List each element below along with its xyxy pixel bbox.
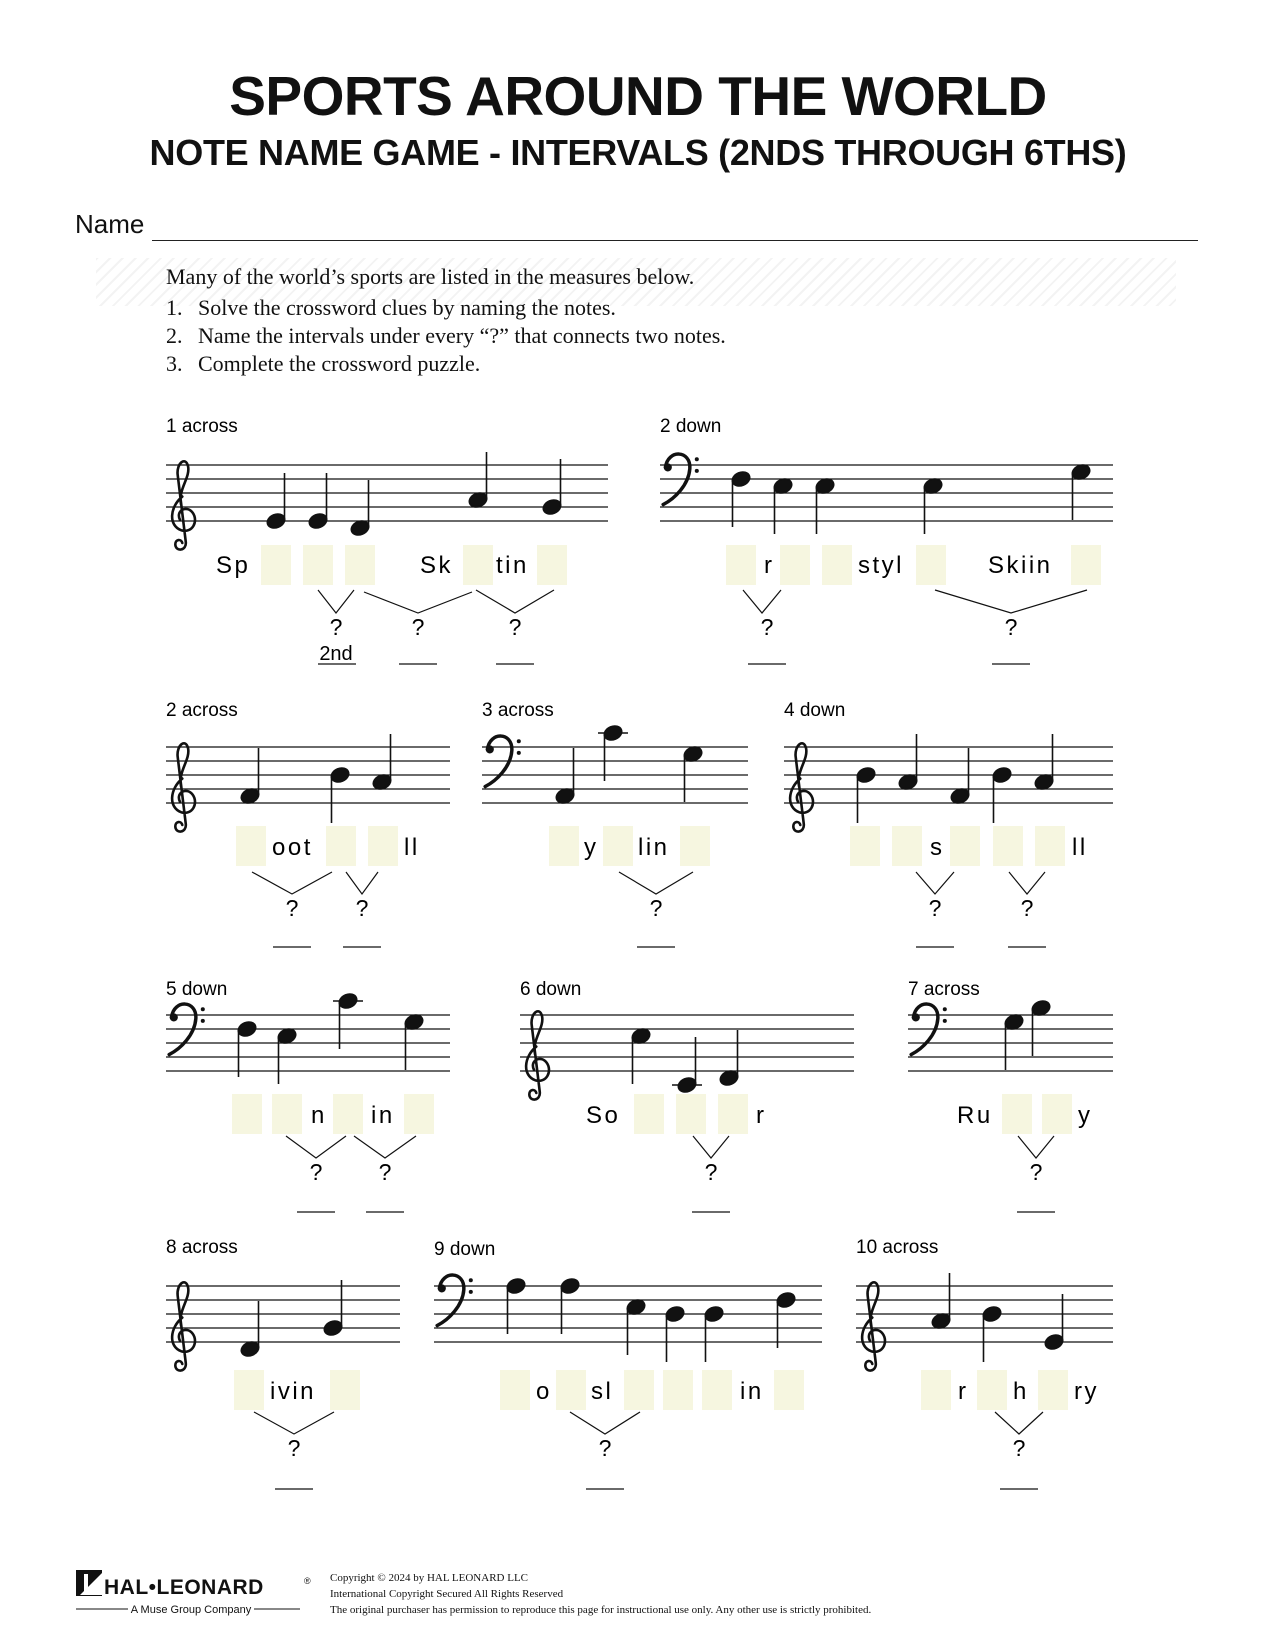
- word-fragment: h: [1013, 1378, 1029, 1405]
- letter-box[interactable]: [1002, 1094, 1032, 1134]
- instruction-step-1: 1. Solve the crossword clues by naming the notes.: [166, 295, 616, 320]
- interval-question: ?: [1004, 614, 1018, 640]
- interval-connectors: [1018, 1136, 1054, 1158]
- letter-box[interactable]: [892, 826, 922, 866]
- interval-question: ?: [1012, 1435, 1026, 1461]
- letter-box[interactable]: [726, 545, 756, 585]
- letter-box[interactable]: [603, 826, 633, 866]
- interval-question: ?: [355, 895, 369, 921]
- clue-label: 2 across: [166, 700, 238, 721]
- clue-7-across: [908, 979, 1113, 1212]
- hal-leonard-logo: [76, 1568, 316, 1624]
- clue-label: 10 across: [856, 1237, 939, 1258]
- notes: [630, 1027, 740, 1095]
- word-fragment: Skiin: [988, 552, 1053, 579]
- letter-box[interactable]: [676, 1094, 706, 1134]
- letter-box[interactable]: [1035, 826, 1065, 866]
- interval-question: ?: [285, 895, 299, 921]
- name-label: Name: [75, 209, 145, 239]
- interval-connectors: [916, 872, 1045, 894]
- clue-8-across: [166, 1237, 400, 1489]
- letter-box[interactable]: [1042, 1094, 1072, 1134]
- interval-connectors: [619, 872, 693, 894]
- word-fragment: sl: [591, 1378, 614, 1405]
- treble-clef-icon: [790, 743, 813, 831]
- interval-question: ?: [928, 895, 942, 921]
- notes: [1003, 999, 1052, 1070]
- letter-box[interactable]: [624, 1370, 654, 1410]
- word-fragment: lin: [638, 834, 670, 861]
- clue-3-across: [482, 700, 748, 947]
- interval-answer: 2nd: [319, 643, 353, 665]
- logo-wordmark: HAL•LEONARD: [104, 1576, 264, 1599]
- clue-label: 3 across: [482, 700, 554, 721]
- letter-box[interactable]: [500, 1370, 530, 1410]
- clue-label: 1 across: [166, 416, 238, 437]
- page-title: SPORTS AROUND THE WORLD: [229, 65, 1047, 127]
- staff: [166, 465, 608, 521]
- word-fragment: Sp: [216, 552, 251, 579]
- letter-box[interactable]: [556, 1370, 586, 1410]
- clue-6-down: [520, 979, 854, 1212]
- letter-box[interactable]: [634, 1094, 664, 1134]
- interval-connectors: [254, 1412, 334, 1434]
- letter-box[interactable]: [977, 1370, 1007, 1410]
- letter-box[interactable]: [232, 1094, 262, 1134]
- letter-box[interactable]: [345, 545, 375, 585]
- word-fragment: ivin: [270, 1378, 317, 1405]
- letter-box[interactable]: [680, 826, 710, 866]
- letter-box[interactable]: [404, 1094, 434, 1134]
- word-fragment: in: [371, 1102, 395, 1129]
- logo-subtitle: A Muse Group Company: [130, 1604, 252, 1616]
- staff: [660, 465, 1113, 521]
- clue-9-down: [434, 1239, 822, 1489]
- letter-box[interactable]: [921, 1370, 951, 1410]
- word-fragment: in: [740, 1378, 764, 1405]
- interval-connectors: [693, 1136, 729, 1158]
- word-fragment: s: [930, 834, 945, 861]
- word-fragment: r: [764, 552, 775, 579]
- word-fragment: Ru: [957, 1102, 993, 1129]
- notes: [236, 992, 425, 1084]
- word-fragment: So: [586, 1102, 621, 1129]
- copyright-line: The original purchaser has permission to reproduce this page for instructional use only. Any other use is strictly prohibited.: [330, 1604, 872, 1616]
- word-fragment: ll: [404, 834, 420, 861]
- interval-connectors: [570, 1412, 640, 1434]
- clue-label: 8 across: [166, 1237, 238, 1258]
- staff: [520, 1015, 854, 1071]
- letter-box[interactable]: [272, 1094, 302, 1134]
- staff: [166, 747, 450, 803]
- letter-box[interactable]: [537, 545, 567, 585]
- clue-4-down: [784, 700, 1113, 947]
- word-fragment: y: [1078, 1102, 1093, 1129]
- interval-question: ?: [287, 1435, 301, 1461]
- word-fragment: tin: [496, 552, 529, 579]
- treble-clef-icon: [526, 1011, 549, 1099]
- word-fragment: o: [536, 1378, 552, 1405]
- notes: [730, 463, 1092, 534]
- letter-box[interactable]: [916, 545, 946, 585]
- staff: [166, 1286, 400, 1342]
- word-fragment: n: [311, 1102, 327, 1129]
- staff: [784, 747, 1113, 803]
- letter-box[interactable]: [950, 826, 980, 866]
- clue-label: 5 down: [166, 979, 228, 1000]
- interval-question: ?: [598, 1435, 612, 1461]
- clue-2-across: [166, 700, 450, 947]
- notes: [554, 724, 704, 806]
- interval-question: ?: [309, 1159, 323, 1185]
- clue-2-down: [660, 416, 1113, 664]
- letter-box[interactable]: [1071, 545, 1101, 585]
- letter-box[interactable]: [326, 826, 356, 866]
- interval-question: ?: [704, 1159, 718, 1185]
- interval-question: ?: [1029, 1159, 1043, 1185]
- letter-box[interactable]: [234, 1370, 264, 1410]
- interval-connectors: [318, 590, 554, 613]
- word-fragment: ll: [1072, 834, 1088, 861]
- page-subtitle: NOTE NAME GAME - INTERVALS (2NDS THROUGH 6THS): [149, 132, 1127, 173]
- interval-question: ?: [378, 1159, 392, 1185]
- letter-box[interactable]: [718, 1094, 748, 1134]
- letter-box[interactable]: [780, 545, 810, 585]
- clue-10-across: [856, 1237, 1113, 1489]
- word-fragment: y: [584, 834, 599, 861]
- interval-question: ?: [329, 614, 343, 640]
- interval-question: ?: [508, 614, 522, 640]
- clue-label: 2 down: [660, 416, 722, 437]
- instructions-intro: Many of the world’s sports are listed in the measures below.: [166, 264, 695, 289]
- letter-box[interactable]: [368, 826, 398, 866]
- word-fragment: styl: [858, 552, 904, 579]
- word-fragment: Sk: [420, 552, 454, 579]
- treble-clef-icon: [862, 1282, 885, 1370]
- instruction-step-3: 3. Complete the crossword puzzle.: [166, 351, 481, 376]
- letter-box[interactable]: [850, 826, 880, 866]
- word-fragment: r: [756, 1102, 767, 1129]
- letter-box[interactable]: [663, 1370, 693, 1410]
- interval-question: ?: [411, 614, 425, 640]
- treble-clef-icon: [172, 743, 195, 831]
- notes: [505, 1277, 797, 1362]
- copyright-line: Copyright © 2024 by HAL LEONARD LLC: [330, 1572, 528, 1584]
- staff: [482, 747, 748, 803]
- interval-question: ?: [649, 895, 663, 921]
- letter-box[interactable]: [1038, 1370, 1068, 1410]
- letter-box[interactable]: [774, 1370, 804, 1410]
- letter-box[interactable]: [993, 826, 1023, 866]
- interval-question: ?: [1020, 895, 1034, 921]
- letter-box[interactable]: [333, 1094, 363, 1134]
- clue-5-down: [166, 979, 450, 1212]
- clue-label: 7 across: [908, 979, 980, 1000]
- notes: [239, 1280, 344, 1358]
- letter-box[interactable]: [261, 545, 291, 585]
- clue-label: 9 down: [434, 1239, 496, 1260]
- clue-label: 6 down: [520, 979, 582, 1000]
- interval-connectors: [995, 1412, 1043, 1434]
- letter-box[interactable]: [702, 1370, 732, 1410]
- word-fragment: r: [958, 1378, 969, 1405]
- interval-question: ?: [760, 614, 774, 640]
- instruction-step-2: 2. Name the intervals under every “?” that connects two notes.: [166, 323, 726, 348]
- clue-label: 4 down: [784, 700, 846, 721]
- hl-monogram-icon: [76, 1570, 102, 1596]
- word-fragment: oot: [272, 834, 313, 861]
- copyright-line: International Copyright Secured All Rights Reserved: [330, 1588, 564, 1600]
- treble-clef-icon: [172, 1282, 195, 1370]
- copyright-notice: [330, 1570, 871, 1618]
- letter-box[interactable]: [463, 545, 493, 585]
- logo-registered-mark: ®: [304, 1576, 311, 1586]
- clue-1-across: [166, 416, 608, 665]
- interval-connectors: [743, 590, 1087, 613]
- letter-box[interactable]: [303, 545, 333, 585]
- interval-connectors: [286, 1136, 416, 1158]
- letter-box[interactable]: [236, 826, 266, 866]
- treble-clef-icon: [172, 461, 195, 549]
- letter-box[interactable]: [549, 826, 579, 866]
- letter-box[interactable]: [330, 1370, 360, 1410]
- interval-connectors: [252, 872, 378, 894]
- letter-box[interactable]: [822, 545, 852, 585]
- word-fragment: ry: [1074, 1378, 1099, 1405]
